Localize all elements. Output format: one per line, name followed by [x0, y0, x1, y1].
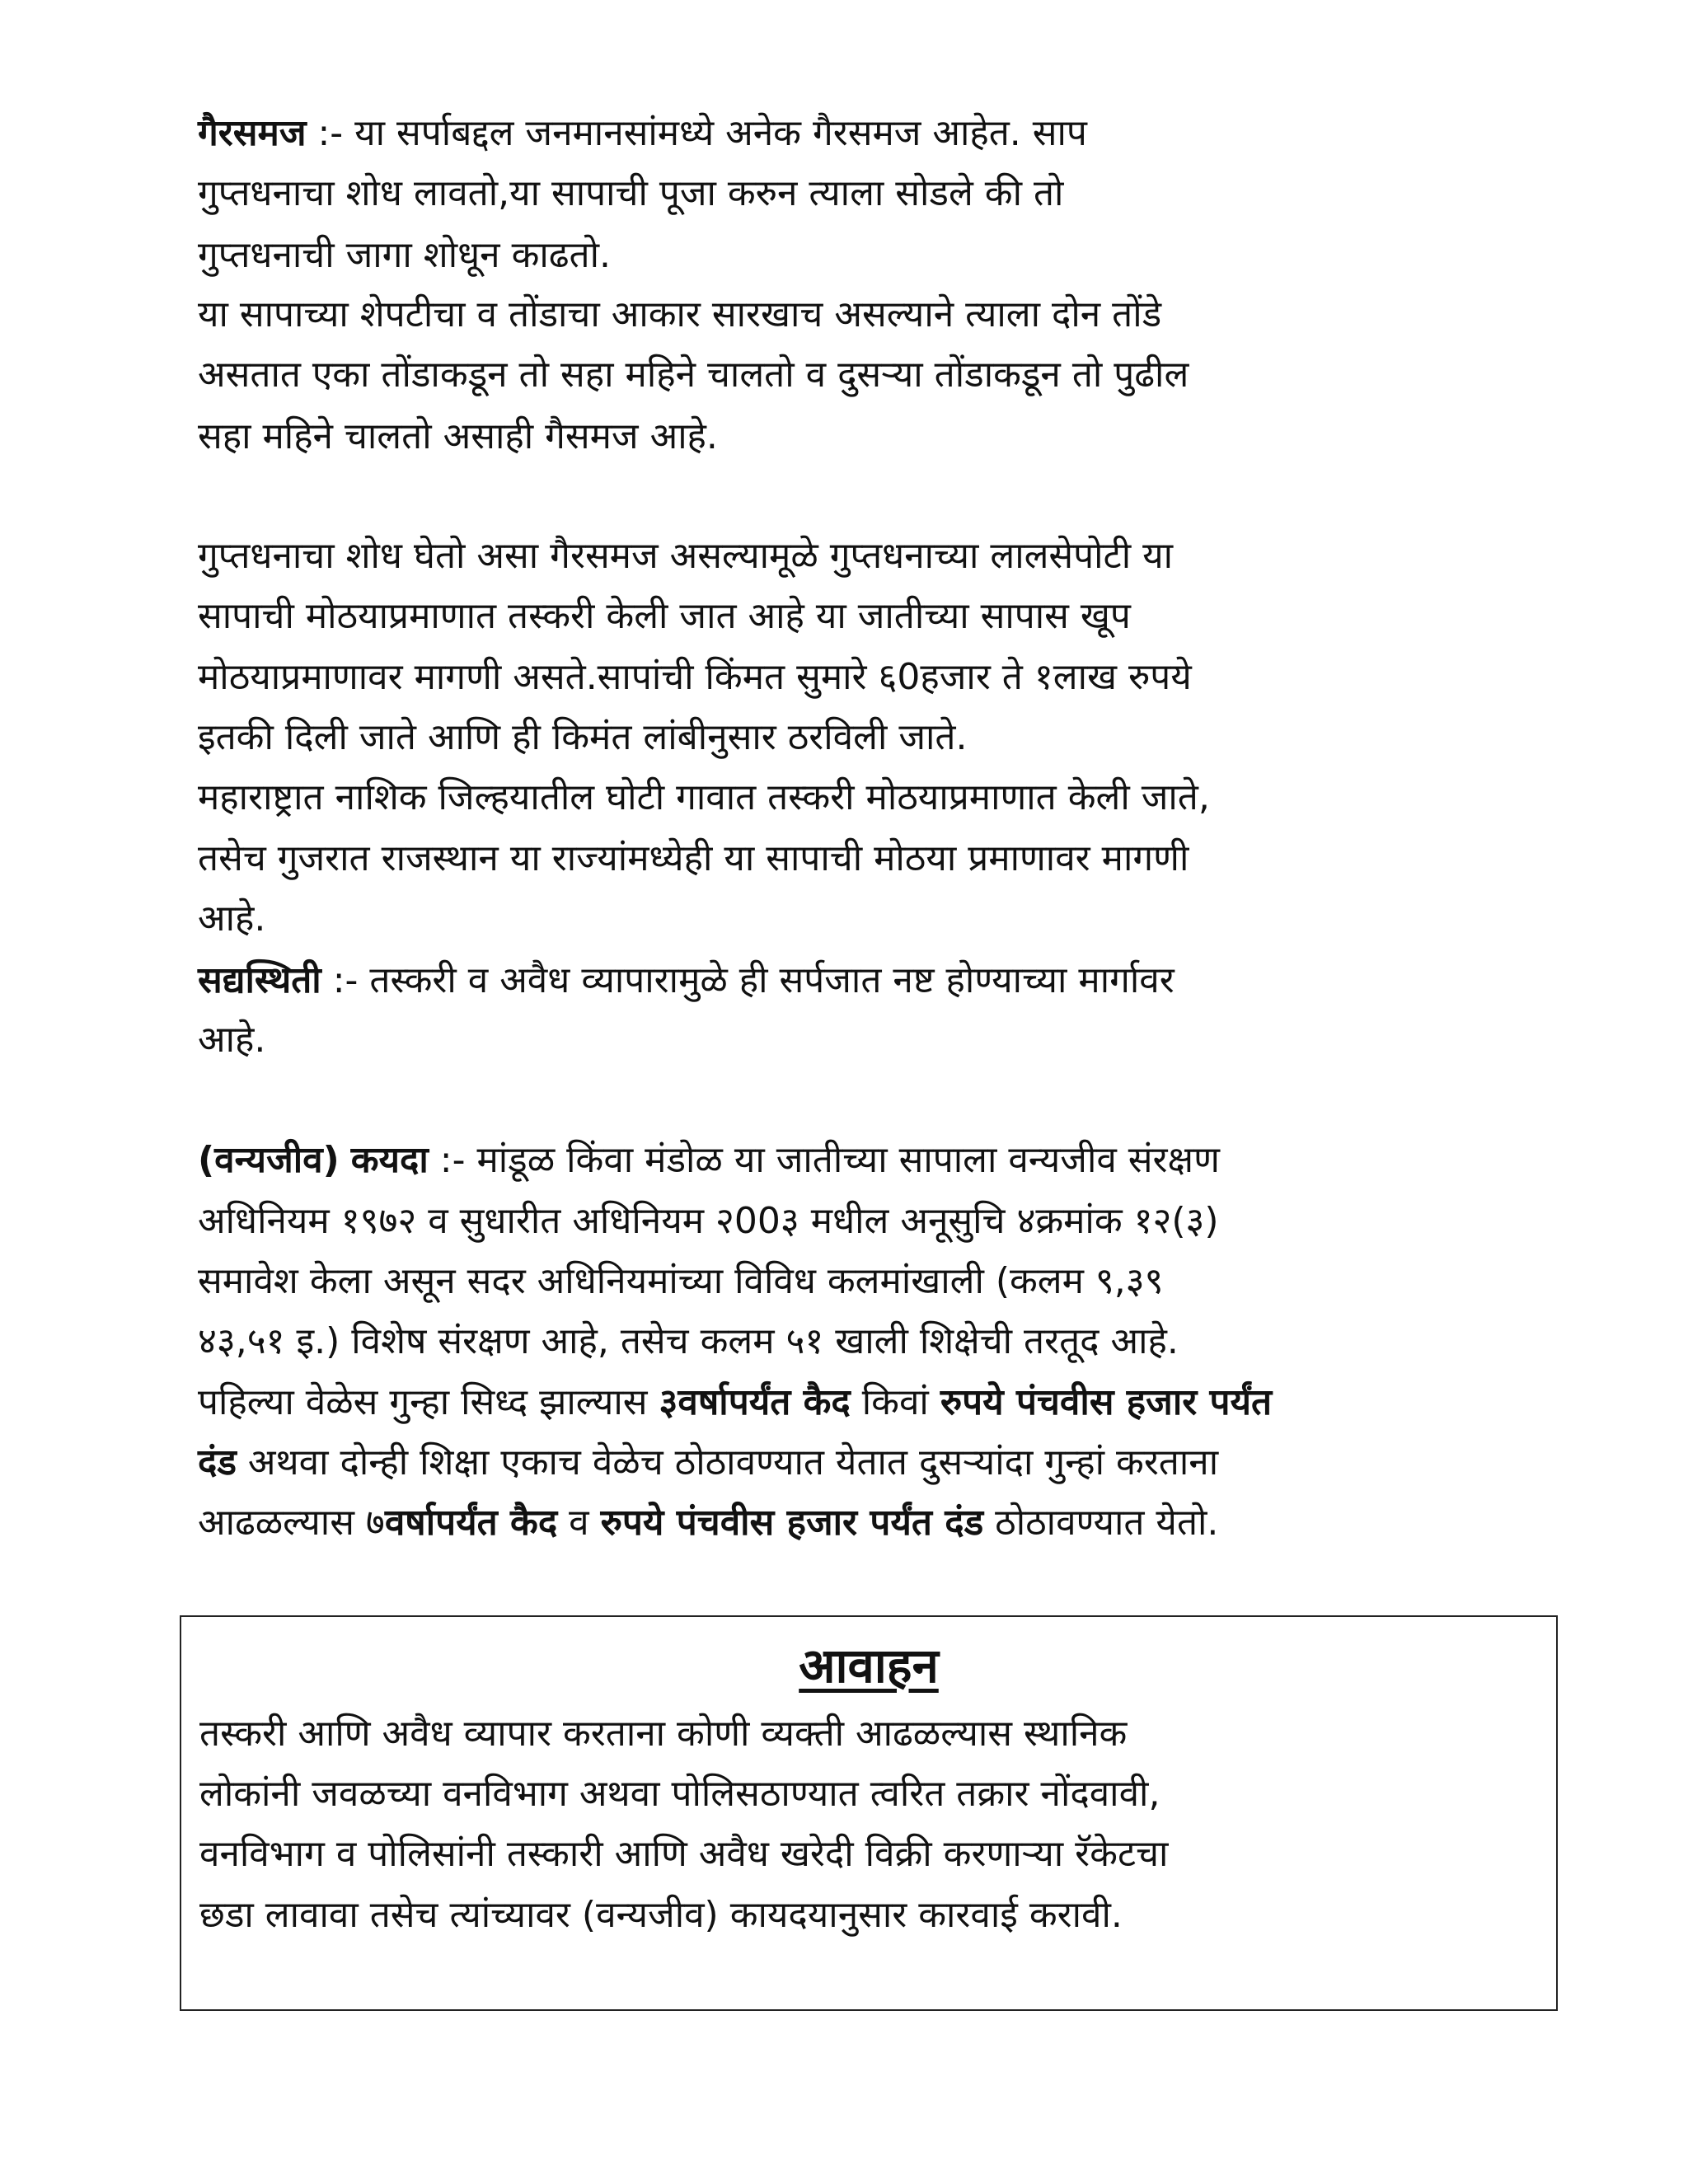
appeal-line-2: लोकांनी जवळच्या वनविभाग अथवा पोलिसठाण्यात त्वरित तक्रार नोंदवावी, [199, 1773, 1160, 1815]
trafficking-line-5: महाराष्ट्रात नाशिक जिल्हयातील घोटी गावात तस्करी मोठयाप्रमाणात केली जाते, [198, 776, 1210, 818]
misconception-line-5: असतात एका तोंडाकडून तो सहा महिने चालतो व दुसऱ्या तोंडाकडून तो पुढील [198, 354, 1189, 396]
law-line-3: समावेश केला असून सदर अधिनियमांच्या विविध कलमांखाली (कलम ९,३९ [198, 1260, 1164, 1302]
status-line-2: आहे. [198, 1019, 266, 1061]
appeal-line-1: तस्करी आणि अवैध व्यापार करताना कोणी व्यक्ती आढळल्यास स्थानिक [199, 1713, 1128, 1755]
law-line-4: ४३,५१ इ.) विशेष संरक्षण आहे, तसेच कलम ५१ खाली शिक्षेची तरतूद आहे. [198, 1320, 1179, 1362]
law-line-6: दंड अथवा दोन्ही शिक्षा एकाच वेळेच ठोठावण्यात येतात दुसऱ्यांदा गुन्हां करताना [198, 1441, 1219, 1483]
misconception-line-6: सहा महिने चालतो असाही गैसमज आहे. [198, 415, 718, 457]
penalty-3-years: ३वर्षापर्यंत कैद [659, 1381, 851, 1423]
trafficking-line-4: इतकी दिली जाते आणि ही किमंत लांबीनुसार ठरविली जाते. [198, 716, 968, 758]
penalty-fine-word: दंड [198, 1441, 237, 1483]
penalty-second-fine: रुपये पंचवीस हजार पर्यंत दंड [600, 1502, 984, 1544]
appeal-box [180, 1615, 1558, 2011]
appeal-line-3: वनविभाग व पोलिसांनी तस्कारी आणि अवैध खरेदी विक्री करणाऱ्या रॅकेटचा [199, 1833, 1169, 1875]
trafficking-line-3: मोठयाप्रमाणावर मागणी असते.सापांची किंमत सुमारे ६0हजार ते १लाख रुपये [198, 656, 1192, 698]
misconception-line-2: गुप्तधनाचा शोध लावतो,या सापाची पूजा करुन त्याला सोडले की तो [198, 172, 1064, 214]
misconception-line-4: या सापाच्या शेपटीचा व तोंडाचा आकार सारखाच असल्याने त्याला दोन तोंडे [198, 293, 1162, 335]
penalty-fine-amount: रुपये पंचवीस हजार पर्यंत [940, 1381, 1273, 1423]
appeal-line-4: छडा लावावा तसेच त्यांच्यावर (वन्यजीव) कायदयानुसार कारवाई करावी. [199, 1894, 1123, 1936]
law-line-5: पहिल्या वेळेस गुन्हा सिध्द झाल्यास ३वर्षापर्यंत कैद किवां रुपये पंचवीस हजार पर्यंत [198, 1381, 1273, 1423]
misconception-line-3: गुप्तधनाची जागा शोधून काढतो. [198, 234, 612, 276]
penalty-7-years: वर्षापर्यंत कैद [384, 1502, 558, 1544]
trafficking-line-7: आहे. [198, 898, 266, 940]
trafficking-line-2: सापाची मोठयाप्रमाणात तस्करी केली जात आहे या जातीच्या सापास खूप [198, 595, 1131, 637]
law-line-7: आढळल्यास ७वर्षापर्यंत कैद व रुपये पंचवीस हजार पर्यंत दंड ठोठावण्यात येतो. [198, 1502, 1219, 1544]
law-line-2: अधिनियम १९७२ व सुधारीत अधिनियम २00३ मधील अनूसुचि ४क्रमांक १२(३) [198, 1200, 1219, 1242]
appeal-title: आवाहन [799, 1638, 939, 1694]
status-heading: सद्यस्थिती [198, 959, 321, 1001]
status-line-1: सद्यस्थिती :- तस्करी व अवैध व्यापारामुळे ही सर्पजात नष्ट होण्याच्या मार्गावर [198, 959, 1175, 1001]
law-line-1: (वन्यजीव) कयदा :- मांडूळ किंवा मंडोळ या जातीच्या सापाला वन्यजीव संरक्षण [198, 1139, 1220, 1181]
law-heading-wildlife: (वन्यजीव) [198, 1139, 340, 1181]
misconception-line-1: गैरसमज :- या सर्पाबद्दल जनमानसांमध्ये अनेक गैरसमज आहेत. साप [198, 112, 1087, 154]
misconception-heading: गैरसमज [198, 112, 307, 154]
trafficking-line-6: तसेच गुजरात राजस्थान या राज्यांमध्येही या सापाची मोठया प्रमाणावर मागणी [198, 837, 1189, 879]
law-heading-act: कयदा [350, 1139, 429, 1181]
trafficking-line-1: गुप्तधनाचा शोध घेतो असा गैरसमज असल्यामूळे गुप्तधनाच्या लालसेपोटी या [198, 535, 1174, 577]
